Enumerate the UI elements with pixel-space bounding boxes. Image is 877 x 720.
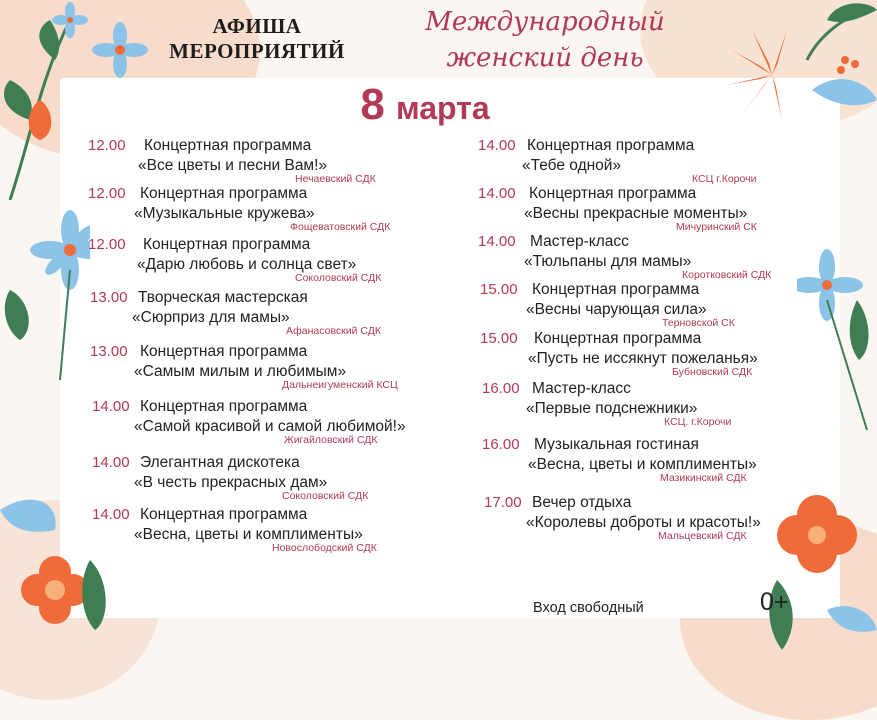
holiday-title-line-1: Международный <box>425 7 665 37</box>
event-venue: Фощеватовский СДК <box>290 221 391 233</box>
event-subtitle: «Самым милым и любимым» <box>134 363 347 380</box>
event-subtitle: «Весна, цветы и комплименты» <box>528 456 757 473</box>
event-subtitle: «Весны чарующая сила» <box>526 301 707 318</box>
event-venue: Бубновский СДК <box>672 366 753 378</box>
event-venue: Терновской СК <box>662 317 735 329</box>
event-title: Концертная программа <box>140 343 308 360</box>
event-time: 13.00 <box>90 343 128 360</box>
event-venue: Соколовский СДК <box>295 272 382 284</box>
holiday-title-line-2: женский день <box>446 43 644 73</box>
event-subtitle: «Весны прекрасные моменты» <box>524 205 748 222</box>
event-title: Концертная программа <box>140 506 308 523</box>
event-time: 12.00 <box>88 137 126 154</box>
event-venue: Афанасовский СДК <box>286 325 381 337</box>
event-time: 14.00 <box>478 185 516 202</box>
event-subtitle: «Тебе одной» <box>522 157 622 174</box>
event-venue: Соколовский СДК <box>282 490 369 502</box>
event-venue: Новослободский СДК <box>272 542 377 554</box>
event-subtitle: «Самой красивой и самой любимой!» <box>134 418 406 435</box>
event-venue: Мальцевский СДК <box>658 530 747 542</box>
event-subtitle: «Первые подснежники» <box>526 400 698 417</box>
event-venue: Жигайловский СДК <box>284 434 378 446</box>
event-title: Мастер-класс <box>532 380 631 397</box>
event-subtitle: «Сюрприз для мамы» <box>132 309 290 326</box>
event-time: 15.00 <box>480 330 518 347</box>
event-subtitle: «Королевы доброты и красоты!» <box>526 514 761 531</box>
event-title: Творческая мастерская <box>138 289 308 306</box>
event-venue: Дальнеигуменский КСЦ <box>282 379 398 391</box>
age-rating: 0+ <box>760 588 789 616</box>
date-month: марта <box>395 90 490 126</box>
event-venue: Коротковский СДК <box>682 269 772 281</box>
event-subtitle: «Тюльпаны для мамы» <box>524 253 692 270</box>
event-venue: КСЦ г.Корочи <box>692 173 757 185</box>
flower-decoration-top-left <box>0 0 150 200</box>
event-title: Мастер-класс <box>530 233 629 250</box>
event-title: Концертная программа <box>527 137 695 154</box>
event-time: 14.00 <box>92 506 130 523</box>
poster-heading <box>152 14 362 64</box>
event-subtitle: «Пусть не иссякнут пожеланья» <box>528 350 758 367</box>
event-venue: Мичуринский СК <box>676 221 757 233</box>
free-entry-note: Вход свободный <box>533 600 644 616</box>
event-time: 15.00 <box>480 281 518 298</box>
event-subtitle: «В честь прекрасных дам» <box>134 474 328 491</box>
event-title: Вечер отдыха <box>532 494 632 511</box>
event-date <box>330 82 520 131</box>
event-title: Концертная программа <box>532 281 700 298</box>
event-title: Музыкальная гостиная <box>534 436 699 453</box>
flower-decoration-bottom-right <box>757 490 877 650</box>
flower-decoration-left <box>0 190 90 390</box>
event-subtitle: «Все цветы и песни Вам!» <box>138 157 328 174</box>
event-title: Концертная программа <box>144 137 312 154</box>
event-time: 13.00 <box>90 289 128 306</box>
flower-decoration-bottom-left <box>0 450 120 650</box>
event-title: Концертная программа <box>140 185 308 202</box>
event-time: 14.00 <box>92 454 130 471</box>
flower-decoration-right <box>797 240 877 440</box>
event-subtitle: «Дарю любовь и солнца свет» <box>137 256 357 273</box>
event-venue: Нечаевский СДК <box>295 173 376 185</box>
event-time: 14.00 <box>478 233 516 250</box>
holiday-title <box>405 4 685 76</box>
heading-line-2: МЕРОПРИЯТИЙ <box>169 39 345 63</box>
event-title: Концертная программа <box>534 330 702 347</box>
event-subtitle: «Музыкальные кружева» <box>134 205 315 222</box>
event-title: Концертная программа <box>140 398 308 415</box>
event-title: Концертная программа <box>143 236 311 253</box>
event-time: 14.00 <box>478 137 516 154</box>
event-title: Концертная программа <box>529 185 697 202</box>
event-time: 17.00 <box>484 494 522 511</box>
event-venue: Мазикинский СДК <box>660 472 747 484</box>
heading-line-1: АФИША <box>212 14 302 38</box>
event-time: 16.00 <box>482 436 520 453</box>
event-title: Элегантная дискотека <box>140 454 300 471</box>
event-subtitle: «Весна, цветы и комплименты» <box>134 526 363 543</box>
event-time: 12.00 <box>88 185 126 202</box>
event-time: 12.00 <box>88 236 126 253</box>
date-day: 8 <box>360 80 385 129</box>
event-time: 16.00 <box>482 380 520 397</box>
event-time: 14.00 <box>92 398 130 415</box>
event-venue: КСЦ. г.Корочи <box>664 416 732 428</box>
flower-decoration-top-right <box>717 0 877 170</box>
